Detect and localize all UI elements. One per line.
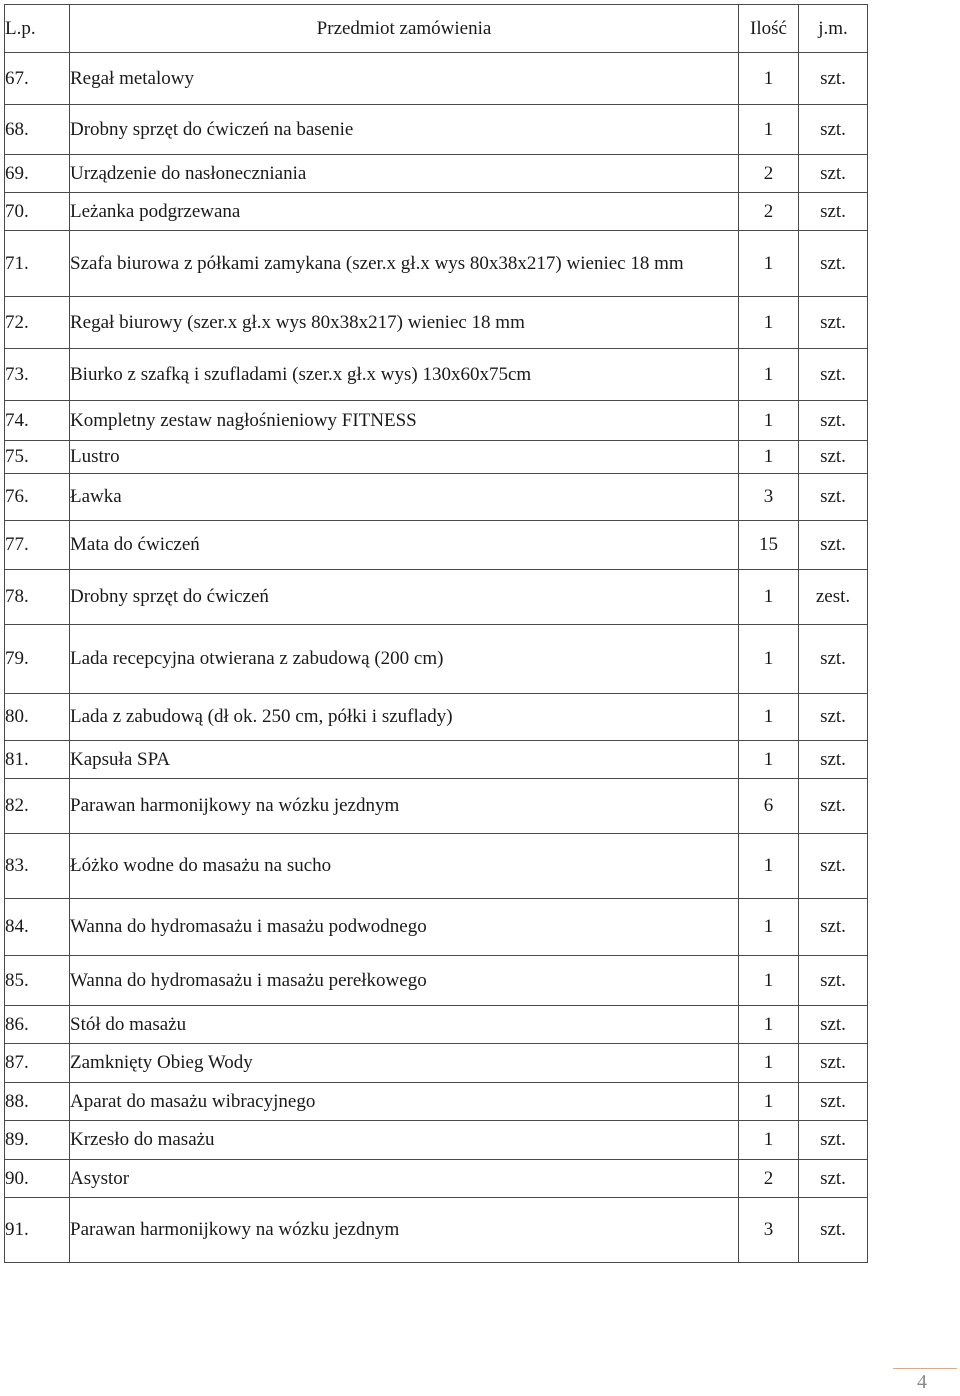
row-qty-text: 1 <box>763 855 774 876</box>
row-lp-text: 86. <box>5 1013 29 1035</box>
table-row <box>5 956 868 1006</box>
row-lp <box>5 1083 70 1121</box>
row-name <box>70 521 739 570</box>
row-qty <box>739 521 799 570</box>
row-name-text: Zamknięty Obieg Wody <box>70 1052 253 1073</box>
row-lp <box>5 349 70 401</box>
row-qty <box>739 741 799 779</box>
row-lp-text: 68. <box>5 118 29 140</box>
table-row <box>5 899 868 956</box>
row-unit <box>799 570 868 625</box>
row-name-text: Asystor <box>70 1167 130 1189</box>
order-items-table <box>4 4 868 1263</box>
row-unit-text: szt. <box>820 446 846 467</box>
row-unit-text: szt. <box>820 1219 846 1240</box>
row-name <box>70 834 739 899</box>
row-name <box>70 155 739 193</box>
row-unit <box>799 834 868 899</box>
row-qty-text: 1 <box>763 252 774 274</box>
row-lp <box>5 1160 70 1198</box>
table-row <box>5 1006 868 1044</box>
row-qty <box>739 899 799 956</box>
row-name-text: Parawan harmonijkowy na wózku jezdnym <box>70 795 400 816</box>
row-unit-text: szt. <box>820 486 846 507</box>
row-unit <box>799 105 868 155</box>
row-lp-text: 75. <box>5 446 29 467</box>
row-lp-text: 67. <box>5 67 29 89</box>
table-row <box>5 1044 868 1083</box>
row-unit <box>799 474 868 521</box>
table-row <box>5 521 868 570</box>
row-qty <box>739 1121 799 1160</box>
row-qty-text: 1 <box>763 1090 774 1112</box>
row-qty-text: 15 <box>759 534 778 555</box>
row-qty-text: 1 <box>763 446 774 467</box>
row-lp-text: 80. <box>5 706 29 727</box>
row-lp <box>5 694 70 741</box>
row-name <box>70 474 739 521</box>
row-lp-text: 69. <box>5 162 29 184</box>
row-lp <box>5 297 70 349</box>
row-lp <box>5 401 70 441</box>
row-lp <box>5 625 70 694</box>
table-row <box>5 1083 868 1121</box>
row-unit <box>799 349 868 401</box>
table-row <box>5 1198 868 1263</box>
row-lp-text: 89. <box>5 1129 29 1150</box>
row-qty-text: 1 <box>763 409 774 431</box>
row-name-text: Krzesło do masażu <box>70 1129 215 1150</box>
row-unit <box>799 521 868 570</box>
row-unit-text: szt. <box>820 855 846 876</box>
row-unit-text: szt. <box>820 252 846 274</box>
row-name-text: Lada recepcyjna otwierana z zabudową (200 cm) <box>70 648 444 669</box>
row-name-text: Lustro <box>70 446 120 467</box>
row-name-text: Drobny sprzęt do ćwiczeń na basenie <box>70 118 354 140</box>
row-name <box>70 105 739 155</box>
table-row <box>5 570 868 625</box>
row-unit <box>799 1044 868 1083</box>
row-unit-text: szt. <box>820 1090 846 1112</box>
row-name <box>70 956 739 1006</box>
row-unit <box>799 956 868 1006</box>
row-lp-text: 79. <box>5 648 29 669</box>
row-lp <box>5 779 70 834</box>
row-name <box>70 694 739 741</box>
row-unit-text: szt. <box>820 648 846 669</box>
row-lp <box>5 1006 70 1044</box>
row-unit <box>799 1121 868 1160</box>
row-lp <box>5 956 70 1006</box>
row-lp <box>5 570 70 625</box>
row-lp-text: 77. <box>5 534 29 555</box>
row-qty <box>739 1006 799 1044</box>
row-name-text: Urządzenie do nasłoneczniania <box>70 162 307 184</box>
row-name <box>70 53 739 105</box>
row-lp-text: 83. <box>5 855 29 876</box>
header-lp: L.p. <box>5 5 70 53</box>
row-qty-text: 2 <box>763 162 774 184</box>
row-name <box>70 193 739 231</box>
row-qty <box>739 474 799 521</box>
row-qty-text: 1 <box>763 363 774 385</box>
row-lp <box>5 53 70 105</box>
row-qty <box>739 53 799 105</box>
row-lp <box>5 1044 70 1083</box>
row-qty-text: 1 <box>763 1013 774 1035</box>
row-name-text: Wanna do hydromasażu i masażu perełkowego <box>70 969 427 991</box>
row-unit <box>799 1198 868 1263</box>
row-name-text: Kapsuła SPA <box>70 748 171 770</box>
row-unit-text: szt. <box>820 969 846 991</box>
row-name-text: Regał biurowy (szer.x gł.x wys 80x38x217) wieniec 18 mm <box>70 311 525 333</box>
row-qty <box>739 349 799 401</box>
row-name <box>70 231 739 297</box>
row-name <box>70 1198 739 1263</box>
row-qty-text: 1 <box>763 706 774 727</box>
row-unit <box>799 694 868 741</box>
row-unit-text: szt. <box>820 311 846 333</box>
table-row <box>5 694 868 741</box>
table-header-row <box>5 5 868 53</box>
row-lp-text: 90. <box>5 1167 29 1189</box>
row-qty <box>739 231 799 297</box>
row-lp-text: 85. <box>5 969 29 991</box>
row-qty-text: 2 <box>763 200 774 222</box>
row-name <box>70 297 739 349</box>
row-unit <box>799 193 868 231</box>
row-lp-text: 71. <box>5 252 29 274</box>
row-unit <box>799 297 868 349</box>
row-name <box>70 899 739 956</box>
row-qty <box>739 193 799 231</box>
row-qty-text: 1 <box>763 969 774 991</box>
row-lp-text: 73. <box>5 363 29 385</box>
row-name <box>70 401 739 441</box>
row-name <box>70 1083 739 1121</box>
row-lp <box>5 741 70 779</box>
table-row <box>5 401 868 441</box>
row-qty <box>739 297 799 349</box>
row-qty <box>739 1198 799 1263</box>
row-qty-text: 1 <box>763 916 774 937</box>
row-name-text: Szafa biurowa z półkami zamykana (szer.x gł.x wys 80x38x217) wieniec 18 mm <box>70 252 684 274</box>
row-qty-text: 1 <box>763 311 774 333</box>
table-row <box>5 231 868 297</box>
row-name <box>70 1044 739 1083</box>
row-qty <box>739 105 799 155</box>
row-lp-text: 74. <box>5 409 29 431</box>
row-lp-text: 72. <box>5 311 29 333</box>
row-unit-text: szt. <box>820 67 846 89</box>
row-unit-text: szt. <box>820 706 846 727</box>
row-qty-text: 1 <box>763 586 774 607</box>
row-qty-text: 1 <box>763 67 774 89</box>
table-row <box>5 1121 868 1160</box>
row-unit-text: szt. <box>820 162 846 184</box>
table-row <box>5 155 868 193</box>
row-name <box>70 625 739 694</box>
row-lp-text: 76. <box>5 486 29 507</box>
row-qty-text: 1 <box>763 1052 774 1073</box>
row-unit-text: szt. <box>820 363 846 385</box>
row-qty <box>739 779 799 834</box>
table-row <box>5 349 868 401</box>
row-name-text: Mata do ćwiczeń <box>70 534 200 555</box>
row-name-text: Stół do masażu <box>70 1013 187 1035</box>
row-unit <box>799 1083 868 1121</box>
table-row <box>5 834 868 899</box>
row-unit <box>799 155 868 193</box>
row-lp-text: 88. <box>5 1090 29 1112</box>
row-lp-text: 82. <box>5 795 29 816</box>
row-qty-text: 6 <box>763 795 774 816</box>
row-qty <box>739 834 799 899</box>
table-row <box>5 1160 868 1198</box>
row-name <box>70 741 739 779</box>
row-name-text: Biurko z szafką i szufladami (szer.x gł.x wys) 130x60x75cm <box>70 363 532 385</box>
row-unit <box>799 899 868 956</box>
row-name <box>70 779 739 834</box>
row-unit-text: szt. <box>820 748 846 770</box>
row-qty <box>739 956 799 1006</box>
row-unit <box>799 231 868 297</box>
row-name <box>70 1121 739 1160</box>
table-row <box>5 741 868 779</box>
row-lp <box>5 231 70 297</box>
row-name <box>70 1006 739 1044</box>
row-name-text: Drobny sprzęt do ćwiczeń <box>70 586 269 607</box>
row-unit-text: szt. <box>820 1167 846 1189</box>
row-lp-text: 81. <box>5 748 29 770</box>
row-unit <box>799 741 868 779</box>
row-unit-text: szt. <box>820 200 846 222</box>
row-lp <box>5 899 70 956</box>
page-number: 4 <box>917 1371 927 1393</box>
row-name-text: Lada z zabudową (dł ok. 250 cm, półki i szuflady) <box>70 706 453 727</box>
row-qty <box>739 155 799 193</box>
row-name <box>70 570 739 625</box>
row-lp-text: 78. <box>5 586 29 607</box>
row-unit-text: zest. <box>815 586 851 607</box>
row-qty <box>739 1160 799 1198</box>
row-lp-text: 84. <box>5 916 29 937</box>
row-unit <box>799 1160 868 1198</box>
row-lp <box>5 155 70 193</box>
row-unit <box>799 625 868 694</box>
row-qty <box>739 401 799 441</box>
row-name <box>70 441 739 474</box>
row-unit-text: szt. <box>820 534 846 555</box>
row-lp-text: 91. <box>5 1219 29 1240</box>
row-qty <box>739 694 799 741</box>
row-qty <box>739 570 799 625</box>
row-lp <box>5 474 70 521</box>
row-lp <box>5 1198 70 1263</box>
row-lp <box>5 105 70 155</box>
header-unit: j.m. <box>799 5 868 53</box>
row-name-text: Aparat do masażu wibracyjnego <box>70 1090 316 1112</box>
row-lp <box>5 441 70 474</box>
row-lp <box>5 834 70 899</box>
row-qty <box>739 1044 799 1083</box>
header-name: Przedmiot zamówienia <box>70 5 739 53</box>
row-name <box>70 1160 739 1198</box>
row-name-text: Łóżko wodne do masażu na sucho <box>70 855 332 876</box>
row-qty-text: 1 <box>763 118 774 140</box>
table-row <box>5 625 868 694</box>
table-row <box>5 53 868 105</box>
row-qty-text: 1 <box>763 1129 774 1150</box>
row-qty <box>739 625 799 694</box>
row-unit-text: szt. <box>820 409 846 431</box>
row-unit <box>799 779 868 834</box>
row-name-text: Regał metalowy <box>70 67 194 89</box>
row-name-text: Parawan harmonijkowy na wózku jezdnym <box>70 1219 400 1240</box>
row-unit <box>799 401 868 441</box>
row-qty-text: 1 <box>763 748 774 770</box>
table-row <box>5 441 868 474</box>
table-row <box>5 779 868 834</box>
row-unit-text: szt. <box>820 1052 846 1073</box>
row-name-text: Kompletny zestaw nagłośnieniowy FITNESS <box>70 409 417 431</box>
table-row <box>5 105 868 155</box>
row-name-text: Wanna do hydromasażu i masażu podwodnego <box>70 916 427 937</box>
header-qty: Ilość <box>739 5 799 53</box>
row-qty <box>739 441 799 474</box>
row-unit <box>799 1006 868 1044</box>
row-unit-text: szt. <box>820 916 846 937</box>
row-unit-text: szt. <box>820 1129 846 1150</box>
table-row <box>5 474 868 521</box>
row-lp <box>5 1121 70 1160</box>
row-unit-text: szt. <box>820 1013 846 1035</box>
table-row <box>5 193 868 231</box>
row-unit-text: szt. <box>820 118 846 140</box>
page-number-rule <box>893 1368 957 1369</box>
row-qty-text: 1 <box>763 648 774 669</box>
table-row <box>5 297 868 349</box>
row-name-text: Ławka <box>70 486 122 507</box>
row-lp <box>5 521 70 570</box>
row-qty <box>739 1083 799 1121</box>
row-lp-text: 87. <box>5 1052 29 1073</box>
row-name <box>70 349 739 401</box>
row-lp-text: 70. <box>5 200 29 222</box>
row-qty-text: 3 <box>763 1219 774 1240</box>
row-name-text: Leżanka podgrzewana <box>70 200 241 222</box>
row-unit <box>799 53 868 105</box>
row-unit-text: szt. <box>820 795 846 816</box>
row-qty-text: 2 <box>763 1167 774 1189</box>
row-qty-text: 3 <box>763 486 774 507</box>
row-unit <box>799 441 868 474</box>
row-lp <box>5 193 70 231</box>
